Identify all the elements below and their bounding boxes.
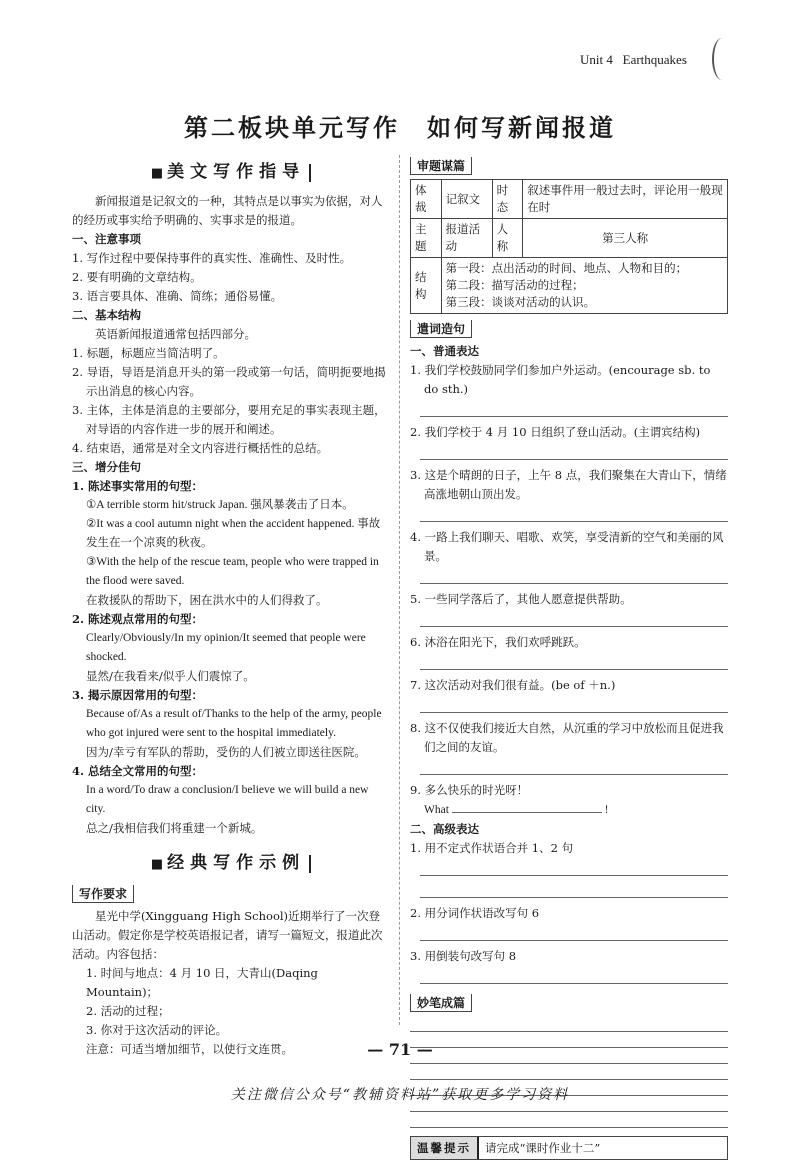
example-heading: ■ 经典写作示例 (72, 848, 390, 873)
list-item: 1. 标题，标题应当简洁明了。 (72, 346, 225, 360)
guide-heading: ■ 美文写作指导 (72, 157, 390, 182)
writing-area[interactable] (410, 1016, 728, 1128)
section-heading: 二、高级表达 (410, 822, 479, 836)
answer-line[interactable] (420, 697, 728, 713)
table-cell: 记叙文 (441, 180, 492, 219)
answer-line[interactable] (420, 611, 728, 627)
table-row (411, 219, 728, 258)
section-heading: 二、基本结构 (72, 308, 141, 322)
tip-text: 请完成“课时作业十二” (485, 1141, 601, 1155)
structure-line: 第二段：描写活动的过程； (445, 278, 584, 292)
column-divider (399, 155, 401, 1025)
requirement-note: 注意：可适当增加细节，以使行文连贯。 (86, 1042, 293, 1056)
write-label: 妙笔成篇 (410, 994, 472, 1012)
requirement-item: 2. 活动的过程； (86, 1004, 170, 1018)
tip-box (410, 1136, 728, 1160)
table-cell: 叙述事件用一般过去时，评论用一般现在时 (523, 180, 728, 219)
answer-line[interactable] (420, 759, 728, 775)
exercise-item: 9. 多么快乐的时光呀！ (410, 783, 529, 797)
table-cell: 结构 (411, 258, 442, 314)
pattern-heading: 1. 陈述事实常用的句型： (72, 479, 204, 493)
list-item: 3. 主体，主体是消息的主要部分，要用充足的事实表现主题，对导语的内容作进一步的展开和阐述。 (72, 403, 386, 436)
right-column (410, 155, 728, 1160)
requirement-text: 星光中学(Xingguang High School)近期举行了一次登山活动。假定你是学校英语报记者，请写一篇短文，报道此次活动。内容包括： (72, 909, 383, 961)
table-cell: 时态 (492, 180, 523, 219)
example-translation: 总之/我相信我们将重建一个新城。 (86, 821, 263, 835)
pattern-heading: 3. 揭示原因常用的句型： (72, 688, 204, 702)
table-cell: 人称 (492, 219, 523, 258)
exclamation-mark: ! (604, 804, 609, 816)
example-translation: 在救援队的帮助下，困在洪水中的人们得救了。 (86, 593, 328, 607)
example-sentence: Because of/As a result of/Thanks to the help of the army, people who got injured were sent to the hospital immediately. (86, 708, 382, 739)
answer-line[interactable] (420, 860, 728, 876)
page-header (580, 52, 687, 68)
requirement-label: 写作要求 (72, 885, 134, 903)
requirement-item: 3. 你对于这次活动的评论。 (86, 1023, 228, 1037)
section-marker-icon: ■ (150, 857, 164, 872)
exercise-item: 6. 沐浴在阳光下，我们欢呼跳跃。 (410, 635, 586, 649)
writing-line[interactable] (410, 1064, 728, 1080)
example-sentence: ②It was a cool autumn night when the accident happened. 事故发生在一个凉爽的秋夜。 (86, 518, 381, 549)
exercise-item: 5. 一些同学落后了，其他人愿意提供帮助。 (410, 592, 632, 606)
unit-label: Unit 4 (580, 52, 613, 67)
table-cell: 报道活动 (441, 219, 492, 258)
structure-line: 第三段：谈谈对活动的认识。 (445, 295, 596, 309)
answer-line[interactable] (420, 568, 728, 584)
table-row (411, 180, 728, 219)
table-cell: 第三人称 (523, 219, 728, 258)
what-blank-row (410, 800, 728, 820)
footer-note: 关注微信公众号“教辅资料站”获取更多学习资料 (230, 1087, 570, 1103)
example-sentence: In a word/To draw a conclusion/I believe we will build a new city. (86, 784, 369, 815)
structure-line: 第一段：点出活动的时间、地点、人物和目的； (445, 261, 688, 275)
answer-blank[interactable] (452, 800, 602, 813)
exercise-item: 8. 这不仅使我们接近大自然，从沉重的学习中放松而且促进我们之间的友谊。 (410, 721, 724, 754)
answer-line[interactable] (420, 882, 728, 898)
section-heading: 三、增分佳句 (72, 460, 141, 474)
page-title: 第二板块单元写作 如何写新闻报道 (184, 113, 616, 142)
header-decoration (712, 38, 732, 80)
pattern-heading: 2. 陈述观点常用的句型： (72, 612, 204, 626)
example-sentence: ①A terrible storm hit/struck Japan. 强风暴袭击了日本。 (86, 499, 354, 511)
answer-line[interactable] (420, 925, 728, 941)
table-cell: 主题 (411, 219, 442, 258)
example-sentence: ③With the help of the rescue team, people who were trapped in the flood were saved. (86, 556, 379, 587)
tip-label: 温馨提示 (411, 1137, 479, 1159)
exercise-item: 1. 用不定式作状语合并 1、2 句 (410, 841, 574, 855)
example-sentence: Clearly/Obviously/In my opinion/It seemed that people were shocked. (86, 632, 366, 663)
exercise-item: 2. 用分词作状语改写句 6 (410, 906, 540, 920)
unit-topic: Earthquakes (622, 52, 687, 67)
analysis-table (410, 179, 728, 314)
example-translation: 因为/幸亏有军队的帮助，受伤的人们被立即送往医院。 (86, 745, 366, 759)
exercise-item: 2. 我们学校于 4 月 10 日组织了登山活动。(主谓宾结构) (410, 425, 701, 439)
answer-line[interactable] (420, 506, 728, 522)
writing-line[interactable] (410, 1112, 728, 1128)
example-translation: 显然/在我看来/似乎人们震惊了。 (86, 669, 255, 683)
exercise-item: 3. 这是个晴朗的日子，上午 8 点，我们聚集在大青山下，情绪高涨地朝山顶出发。 (410, 468, 727, 501)
answer-line[interactable] (420, 968, 728, 984)
exercise-item: 7. 这次活动对我们很有益。(be of ＋n.) (410, 678, 616, 692)
list-item: 3. 语言要具体、准确、简练；通俗易懂。 (72, 289, 283, 303)
what-word: What (424, 804, 449, 816)
structure-cell (441, 258, 727, 314)
intro-text: 新闻报道是记叙文的一种，其特点是以事实为依据，对人的经历或事实给予明确的、实事求是的报道。 (72, 194, 383, 227)
analysis-label: 审题谋篇 (410, 157, 472, 175)
answer-line[interactable] (420, 444, 728, 460)
section-heading: 一、注意事项 (72, 232, 141, 246)
section-heading: 一、普通表达 (410, 344, 479, 358)
words-label: 遣词造句 (410, 320, 472, 338)
list-item: 2. 要有明确的文章结构。 (72, 270, 202, 284)
answer-line[interactable] (420, 401, 728, 417)
list-item: 4. 结束语，通常是对全文内容进行概括性的总结。 (72, 441, 329, 455)
page-number: — 71 — (367, 1040, 433, 1059)
table-row (411, 258, 728, 314)
left-column (72, 155, 390, 1059)
exercise-item: 1. 我们学校鼓励同学们参加户外运动。(encourage sb. to do sth.) (410, 363, 711, 396)
list-item: 1. 写作过程中要保持事件的真实性、准确性、及时性。 (72, 251, 352, 265)
exercise-item: 4. 一路上我们聊天、唱歌、欢笑，享受清新的空气和美丽的风景。 (410, 530, 724, 563)
requirement-item: 1. 时间与地点：4 月 10 日，大青山(Daqing Mountain)； (86, 966, 318, 999)
exercise-item: 3. 用倒装句改写句 8 (410, 949, 517, 963)
writing-line[interactable] (410, 1016, 728, 1032)
section-intro: 英语新闻报道通常包括四部分。 (95, 327, 256, 341)
answer-line[interactable] (420, 654, 728, 670)
list-item: 2. 导语，导语是消息开头的第一段或第一句话，简明扼要地揭示出消息的核心内容。 (72, 365, 386, 398)
pattern-heading: 4. 总结全文常用的句型： (72, 764, 204, 778)
section-marker-icon: ■ (150, 166, 164, 181)
table-cell: 体裁 (411, 180, 442, 219)
